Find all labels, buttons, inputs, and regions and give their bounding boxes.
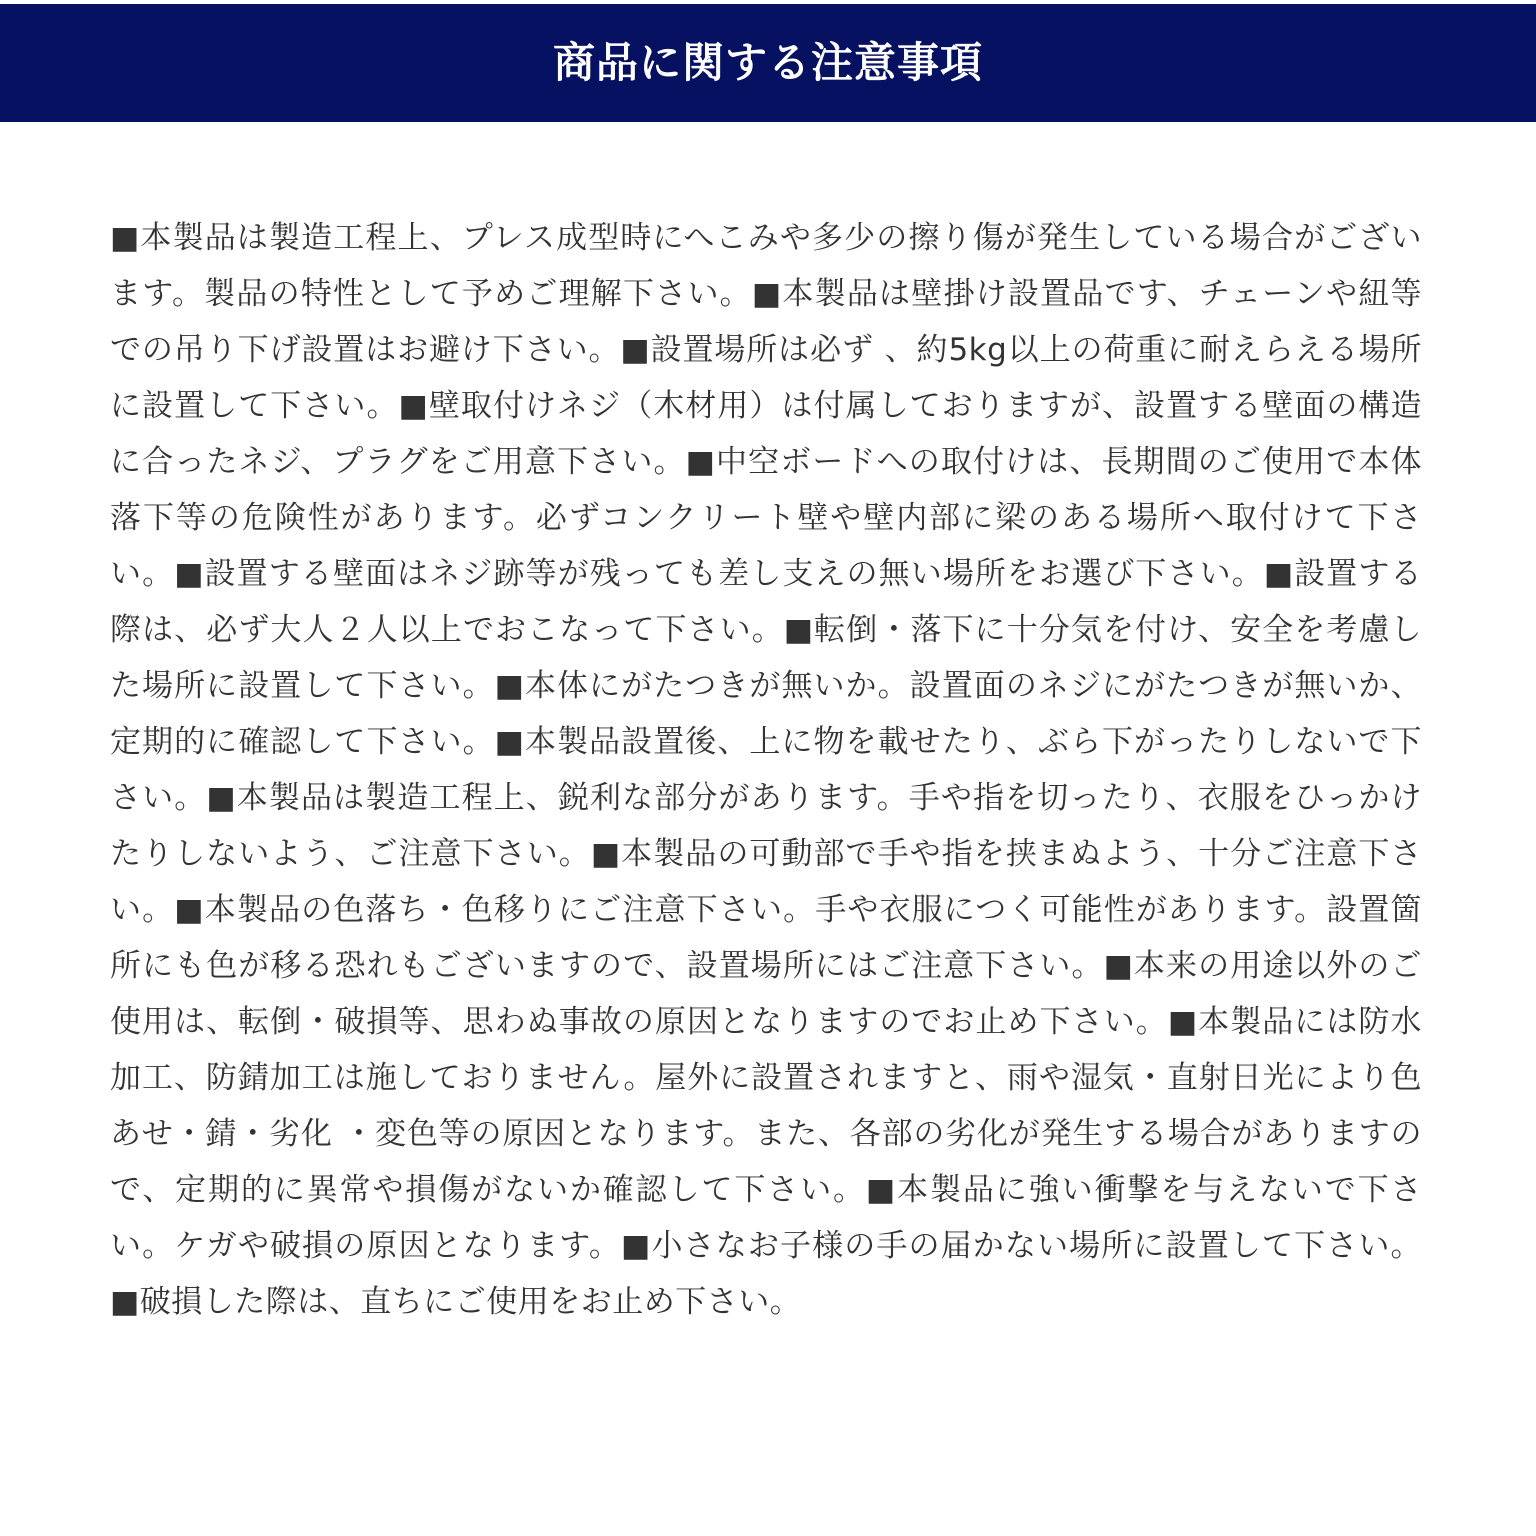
page-title: 商品に関する注意事項 (552, 38, 983, 87)
caution-notes-text: ■本製品は製造工程上、プレス成型時にへこみや多少の擦り傷が発生している場合がございます。製品の特性として予めご理解下さい。■本製品は壁掛け設置品です、チェーンや紐等での吊り下げ設置はお避け下さい。■設置場所は必ず 、約5kg以上の荷重に耐えらえる場所に設置して下さい。■壁取付けネジ（木材用）は付属しておりますが、設置する壁面の構造に合ったネジ、プラグをご用意下さい。■中空ボードへの取付けは、長期間のご使用で本体落下等の危険性があります。必ずコンクリート壁や壁内部に梁のある場所へ取付けて下さい。■設置する壁面はネジ跡等が残っても差し支えの無い場所をお選び下さい。■設置する際は、必ず大人２人以上でおこなって下さい。■転倒・落下に十分気を付け、安全を考慮した場所に設置して下さい。■本体にがたつきが無いか。設置面のネジにがたつきが無いか、定期的に確認して下さい。■本製品設置後、上に物を載せたり、ぶら下がったりしないで下さい。■本製品は製造工程上、鋭利な部分があります。手や指を切ったり、衣服をひっかけたりしないよう、ご注意下さい。■本製品の可動部で手や指を挟まぬよう、十分ご注意下さい。■本製品の色落ち・色移りにご注意下さい。手や衣服につく可能性があります。設置箇所にも色が移る恐れもございますので、設置場所にはご注意下さい。■本来の用途以外のご使用は、転倒・破損等、思わぬ事故の原因となりますのでお止め下さい。■本製品には防水加工、防錆加工は施しておりません。屋外に設置されますと、雨や湿気・直射日光により色あせ・錆・劣化 ・変色等の原因となります。また、各部の劣化が発生する場合がありますので、定期的に異常や損傷がないか確認して下さい。■本製品に強い衝撃を与えないで下さい。ケガや破損の原因となります。■小さなお子様の手の届かない場所に設置して下さい。■破損した際は、直ちにご使用をお止め下さい。 (110, 220, 1422, 1320)
header-bar (0, 4, 1536, 122)
